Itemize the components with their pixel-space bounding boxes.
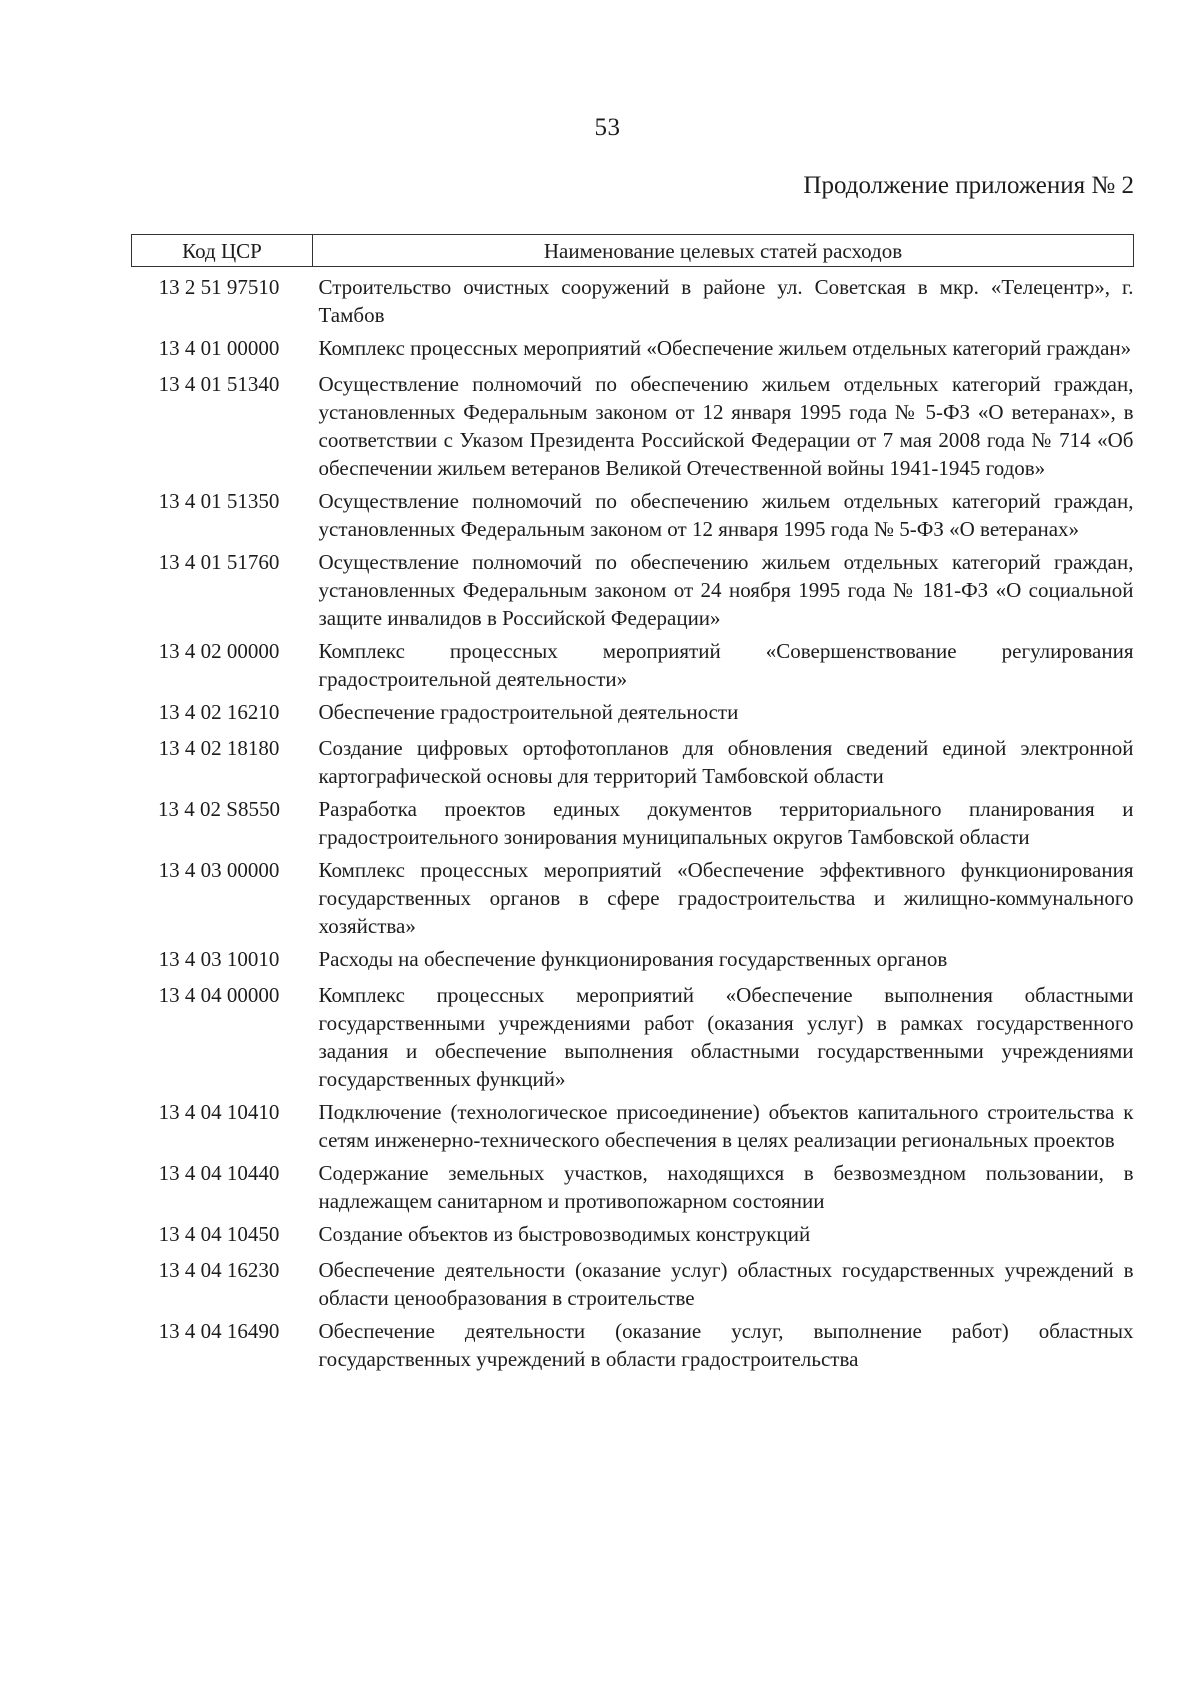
- row-name: Комплекс процессных мероприятий «Обеспечение жильем отдельных категорий граждан»: [318, 336, 1132, 360]
- row-name: Обеспечение деятельности (оказание услуг) областных государственных учреждений в области ценообразования в строительстве: [318, 1258, 1134, 1310]
- row-code: 13 4 04 00000: [158, 983, 280, 1007]
- row-name: Осуществление полномочий по обеспечению жильем отдельных категорий граждан, установленных Федеральным законом от 12 января 1995 года № 5-ФЗ «О ветеранах»: [318, 489, 1134, 541]
- row-name: Создание объектов из быстровозводимых конструкций: [318, 1222, 811, 1246]
- table-row: [132, 1254, 1134, 1315]
- appendix-title: Продолжение приложения № 2: [803, 172, 1134, 199]
- row-name: Содержание земельных участков, находящихся в безвозмездном пользовании, в надлежащем санитарном и противопожарном состоянии: [318, 1161, 1134, 1213]
- row-code: 13 4 02 S8550: [158, 797, 280, 821]
- table-row: [132, 793, 1134, 854]
- row-name: Расходы на обеспечение функционирования государственных органов: [318, 947, 948, 971]
- table-row: [132, 485, 1134, 546]
- row-name: Разработка проектов единых документов территориального планирования и градостроительного зонирования муниципальных округов Тамбовской области: [318, 797, 1134, 849]
- row-name: Комплекс процессных мероприятий «Обеспечение выполнения областными государственными учреждениями работ (оказания услуг) в рамках государственного задания и обеспечение выполнения областными государственными учреждениями государственных функций»: [318, 983, 1134, 1091]
- table-row: [132, 1315, 1134, 1376]
- row-code: 13 4 01 51760: [158, 550, 280, 574]
- row-code: 13 4 02 00000: [158, 639, 280, 663]
- table-body: [132, 267, 1134, 1377]
- row-code: 13 4 02 18180: [158, 736, 280, 760]
- row-name: Осуществление полномочий по обеспечению жильем отдельных категорий граждан, установленных Федеральным законом от 24 ноября 1995 года № 181-ФЗ «О социальной защите инвалидов в Российской Федерации»: [318, 550, 1134, 630]
- row-code: 13 2 51 97510: [158, 275, 280, 299]
- row-code: 13 4 01 51350: [158, 489, 280, 513]
- target-articles-table-container: [131, 234, 1133, 1376]
- row-name: Комплекс процессных мероприятий «Совершенствование регулирования градостроительной деятельности»: [318, 639, 1134, 691]
- table-row: [132, 546, 1134, 635]
- row-name: Строительство очистных сооружений в районе ул. Советская в мкр. «Телецентр», г. Тамбов: [318, 275, 1134, 327]
- table-row: [132, 696, 1134, 732]
- row-name: Подключение (технологическое присоединение) объектов капитального строительства к сетям инженерно-технического обеспечения в целях реализации региональных проектов: [318, 1100, 1134, 1152]
- header-name: Наименование целевых статей расходов: [313, 235, 1134, 267]
- table-row: [132, 1157, 1134, 1218]
- table-row: [132, 943, 1134, 979]
- row-name: Обеспечение градостроительной деятельности: [318, 700, 739, 724]
- target-articles-table: [131, 234, 1134, 1376]
- row-code: 13 4 01 00000: [158, 336, 280, 360]
- table-row: [132, 635, 1134, 696]
- row-code: 13 4 04 10410: [158, 1100, 280, 1124]
- table-row: [132, 368, 1134, 485]
- table-header-row: [132, 235, 1134, 267]
- page-number: 53: [594, 114, 621, 141]
- row-code: 13 4 04 10440: [158, 1161, 280, 1185]
- row-code: 13 4 01 51340: [158, 372, 280, 396]
- row-code: 13 4 03 10010: [158, 947, 280, 971]
- table-row: [132, 267, 1134, 333]
- row-code: 13 4 04 16490: [158, 1319, 280, 1343]
- table-row: [132, 979, 1134, 1096]
- row-name: Обеспечение деятельности (оказание услуг, выполнение работ) областных государственных учреждений в области градостроительства: [318, 1319, 1134, 1371]
- row-code: 13 4 03 00000: [158, 858, 280, 882]
- table-row: [132, 854, 1134, 943]
- row-name: Создание цифровых ортофотопланов для обновления сведений единой электронной картографической основы для территорий Тамбовской области: [318, 736, 1134, 788]
- row-name: Комплекс процессных мероприятий «Обеспечение эффективного функционирования государственных органов в сфере градостроительства и жилищно-коммунального хозяйства»: [318, 858, 1134, 938]
- header-code: Код ЦСР: [132, 235, 313, 267]
- row-code: 13 4 04 10450: [158, 1222, 280, 1246]
- table-row: [132, 1218, 1134, 1254]
- row-code: 13 4 04 16230: [158, 1258, 280, 1282]
- row-name: Осуществление полномочий по обеспечению жильем отдельных категорий граждан, установленных Федеральным законом от 12 января 1995 года № 5-ФЗ «О ветеранах», в соответствии с Указом Президента Российской Федерации от 7 мая 2008 года № 714 «Об обеспечении жильем ветеранов Великой Отечественной войны 1941-1945 годов»: [318, 372, 1134, 480]
- table-row: [132, 1096, 1134, 1157]
- table-row: [132, 732, 1134, 793]
- row-code: 13 4 02 16210: [158, 700, 280, 724]
- table-row: [132, 332, 1134, 368]
